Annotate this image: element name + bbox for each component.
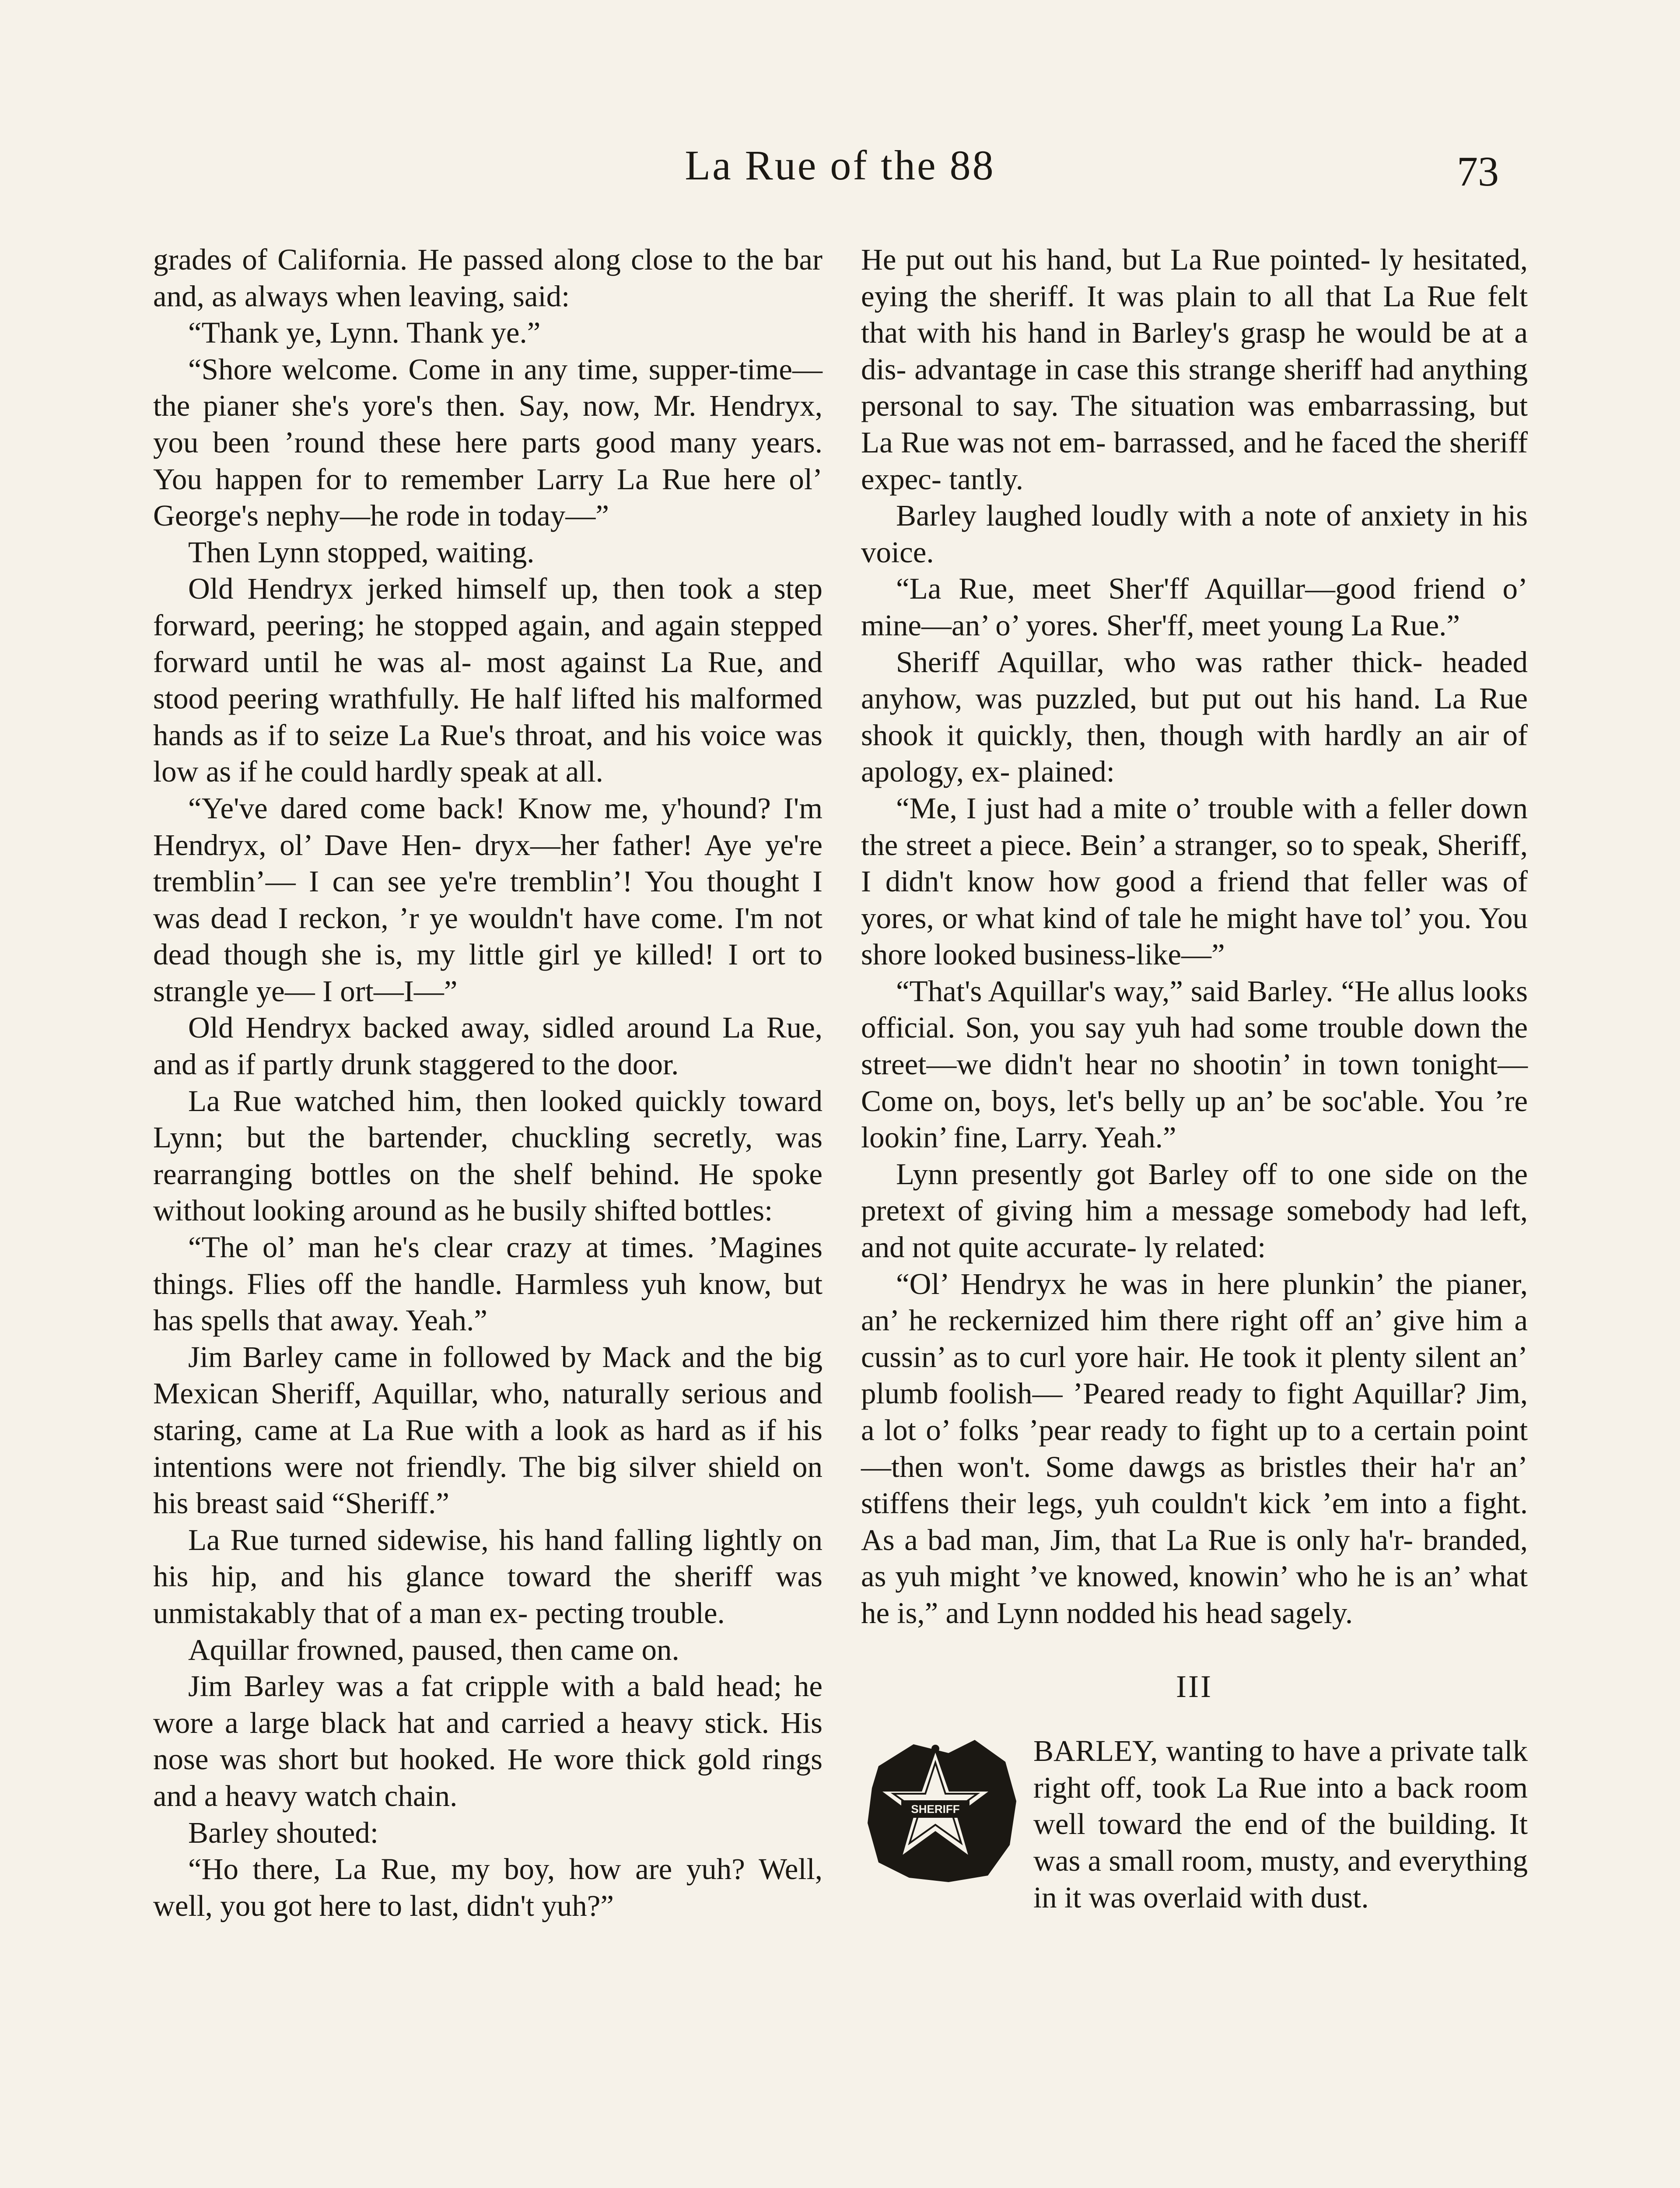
- paragraph: La Rue watched him, then looked quickly toward Lynn; but the bartender, chuckling secretly, was rearranging bottles on the shelf behind. He spoke without looking around as he busily shifted bottles:: [153, 1084, 822, 1227]
- sheriff-star-badge-icon: [861, 1736, 1023, 1886]
- section-number: III: [1176, 1669, 1213, 1704]
- paragraph: Jim Barley came in followed by Mack and the big Mexican Sheriff, Aquillar, who, naturally serious and staring, came at La Rue with a look as hard as if his intentions were not friendly. The big silver shield on his breast said “Sheriff.”: [153, 1340, 822, 1520]
- paragraph: “That's Aquillar's way,” said Barley. “He allus looks official. Son, you say yuh had some trouble down the street—we didn't hear no shootin’ in town tonight— Come on, boys, let's belly up an’ be soc'able. You ’re lookin’ fine, Larry. Yeah.”: [861, 974, 1528, 1154]
- sheriff-badge-label: SHERIFF: [911, 1802, 960, 1816]
- paragraph: “The ol’ man he's clear crazy at times. ’Magines things. Flies off the handle. Harmless yuh know, but has spells that away. Yeah.”: [153, 1231, 822, 1337]
- paragraph: He put out his hand, but La Rue pointed- ly hesitated, eying the sheriff. It was plain to all that La Rue felt that with his hand in Barley's grasp he would be at a dis- advantage in case this strange sheriff had anything personal to say. The situation was embarrassing, but La Rue was not em- barrassed, and he faced the sheriff expec- tantly.: [861, 243, 1528, 496]
- paragraph: “La Rue, meet Sher'ff Aquillar—good friend o’ mine—an’ o’ yores. Sher'ff, meet young La Rue.”: [861, 572, 1528, 642]
- paragraph: Lynn presently got Barley off to one side on the pretext of giving him a message somebody had left, and not quite accurate- ly related:: [861, 1157, 1528, 1264]
- paragraph: La Rue turned sidewise, his hand falling lightly on his hip, and his glance toward the sheriff was unmistakably that of a man ex- pecting trouble.: [153, 1523, 822, 1630]
- running-title: La Rue of the 88: [685, 142, 995, 189]
- paragraph: Aquillar frowned, paused, then came on.: [188, 1633, 679, 1666]
- paragraph: Barley shouted:: [188, 1816, 378, 1849]
- paragraph: Then Lynn stopped, waiting.: [188, 535, 535, 569]
- paragraph: “Shore welcome. Come in any time, supper-time—the pianer she's yore's then. Say, now, Mr. Hendryx, you been ’round these here parts good many years. You happen for to remember Larry La Rue here ol’ George's nephy—he rode in today—”: [153, 352, 822, 533]
- left-column: [153, 242, 822, 1924]
- paragraph: Old Hendryx jerked himself up, then took a step forward, peering; he stopped again, and again stepped forward until he was al- most against La Rue, and stood peering wrathfully. He half lifted his malformed hands as if to seize La Rue's throat, and his voice was low as if he could hardly speak at all.: [153, 572, 822, 789]
- page-number: 73: [1457, 148, 1499, 195]
- paragraph: “Ho there, La Rue, my boy, how are yuh? Well, well, you got here to last, didn't yuh?”: [153, 1852, 822, 1922]
- paragraph: “Ye've dared come back! Know me, y'hound? I'm Hendryx, ol’ Dave Hen- dryx—her father! Aye ye're tremblin’— I can see ye're tremblin’! You thought I was dead I reckon, ’r ye wouldn't have come. I'm not dead though she is, my little girl ye killed! I ort to strangle ye— I ort—I—”: [153, 791, 822, 1008]
- paragraph: Sheriff Aquillar, who was rather thick- headed anyhow, was puzzled, but put out his hand. La Rue shook it quickly, then, though with hardly an air of apology, ex- plained:: [861, 645, 1528, 789]
- paragraph: Barley laughed loudly with a note of anxiety in his voice.: [861, 499, 1528, 569]
- paragraph: “Ol’ Hendryx he was in here plunkin’ the pianer, an’ he reckernized him there right off an’ give him a cussin’ as to curl yore hair. He took it plenty silent an’ plumb foolish— ’Peared ready to fight Aquillar? Jim, a lot o’ folks ’pear ready to fight up to a certain point—then won't. Some dawgs as bristles their ha'r an’ stiffens their legs, yuh couldn't kick ’em into a fight. As a bad man, Jim, that La Rue is only ha'r- branded, as yuh might ’ve knowed, knowin’ who he is an’ what he is,” and Lynn nodded his head sagely.: [861, 1267, 1528, 1630]
- paragraph: “Thank ye, Lynn. Thank ye.”: [188, 316, 541, 350]
- section-opening-paragraph: BARLEY, wanting to have a private talk right off, took La Rue into a back room well toward the end of the building. It was a small room, musty, and everything in it was overlaid with dust.: [1033, 1734, 1528, 1914]
- paragraph: grades of California. He passed along close to the bar and, as always when leaving, said:: [153, 243, 822, 313]
- right-column: [861, 242, 1528, 1916]
- section-opening-block: [861, 1733, 1528, 1916]
- paragraph: “Me, I just had a mite o’ trouble with a feller down the street a piece. Bein’ a stranger, so to speak, Sheriff, I didn't know how good a friend that feller was of yores, or what kind of tale he might have tol’ you. You shore looked business-like—”: [861, 791, 1528, 971]
- paragraph: Jim Barley was a fat cripple with a bald head; he wore a large black hat and carried a heavy stick. His nose was short but hooked. He wore thick gold rings and a heavy watch chain.: [153, 1669, 822, 1813]
- paragraph: Old Hendryx backed away, sidled around La Rue, and as if partly drunk staggered to the door.: [153, 1011, 822, 1081]
- page-header: [0, 139, 1680, 200]
